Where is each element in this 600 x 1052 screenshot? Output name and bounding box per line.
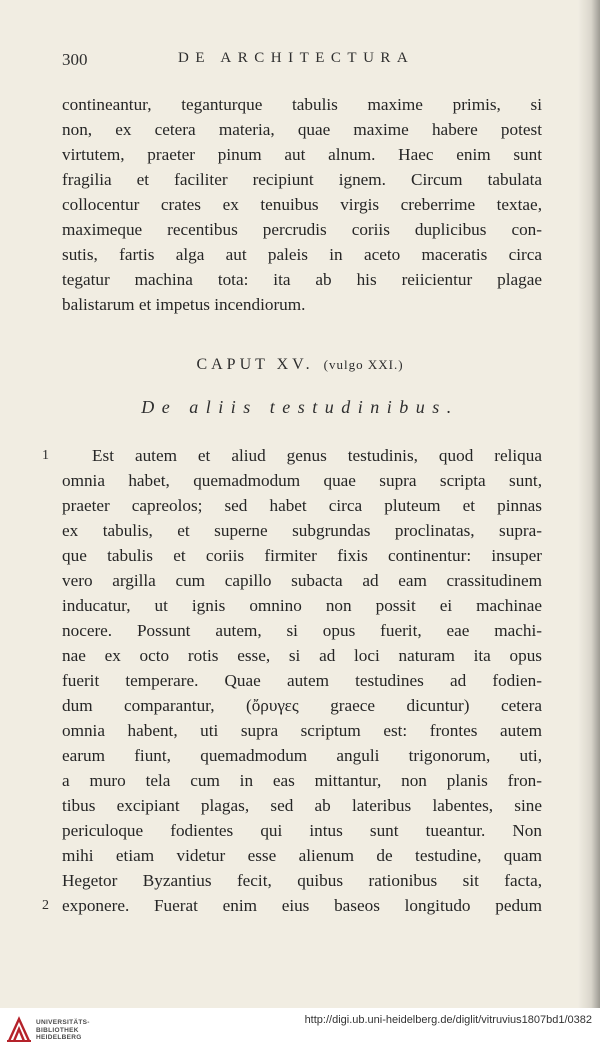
library-logo-icon [6,1016,32,1044]
text-line: praeter capreolos; sed habet circa pluteum et pinnas [62,496,542,515]
text-line: contineantur, teganturque tabulis maxime primis, si [62,95,542,114]
chapter-number: CAPUT XV. [196,356,314,373]
text-line: maximeque recentibus percrudis coriis duplicibus con- [62,220,542,239]
text-line: mihi etiam videtur esse alienum de testudine, quam [62,846,542,865]
source-url-link[interactable]: http://digi.ub.uni-heidelberg.de/diglit/vitruvius1807bd1/0382 [304,1014,592,1026]
text-line: omnia habent, uti supra scriptum est: frontes autem [62,721,542,740]
text-line: collocentur crates ex tenuibus virgis creberrime textae, [62,195,542,214]
text-line: omnia habet, quemadmodum quae supra scripta sunt, [62,471,542,490]
text-line: que tabulis et coriis firmiter fixis continentur: insuper [62,546,542,565]
page-number: 300 [62,50,88,69]
library-footer [0,1008,600,1052]
library-name-line: BIBLIOTHEK [36,1026,79,1034]
margin-number: 1 [42,448,49,463]
text-line: Est autem et aliud genus testudinis, quod reliqua [92,446,542,465]
library-name-line: UNIVERSITÄTS- [36,1019,90,1026]
text-line: exponere. Fuerat enim eius baseos longitudo pedum [62,896,542,915]
text-line: vero argilla cum capillo subacta ad eam crassitudinem [62,571,542,590]
text-line: sutis, fartis alga aut paleis in aceto maceratis circa [62,245,542,264]
margin-number: 2 [42,898,49,913]
text-line: tibus excipiant plagas, sed ab lateribus labentes, sine [62,796,542,815]
text-line: fragilia et faciliter recipiunt ignem. Circum tabulata [62,170,542,189]
text-line: balistarum et impetus incendiorum. [62,295,306,314]
text-line: fuerit temperare. Quae autem testudines ad fodien- [62,671,542,690]
chapter-heading [0,356,600,380]
text-line: a muro tela cum in eas mittantur, non planis fron- [62,771,542,790]
text-line: non, ex cetera materia, quae maxime habere potest [62,120,542,139]
text-line: dum comparantur, (ὄρυγες graece dicuntur) cetera [62,696,542,715]
text-line: ex tabulis, et superne subgrundas proclinatas, supra- [62,521,542,540]
text-line: earum fiunt, quemadmodum anguli trigonorum, uti, [62,746,542,765]
text-line: virtutem, praeter pinum aut alnum. Haec enim sunt [62,145,542,164]
text-line: Hegetor Byzantius fecit, quibus rationibus sit facta, [62,871,542,890]
running-title: DE ARCHITECTURA [178,50,415,66]
chapter-subtitle: De aliis testudinibus. [141,397,459,417]
library-name [36,1019,90,1042]
text-line: tegatur machina tota: ita ab his reiicientur plagae [62,270,542,289]
page-header [62,50,542,74]
text-line: inducatur, ut ignis omnino non possit ei machinae [62,596,542,615]
text-line: nocere. Possunt autem, si opus fuerit, eae machi- [62,621,542,640]
library-name-line: HEIDELBERG [36,1034,82,1041]
chapter-note: (vulgo XXI.) [323,357,404,372]
text-line: periculoque fodientes qui intus sunt tueantur. Non [62,821,542,840]
text-line: nae ex octo rotis esse, si ad loci naturam ita opus [62,646,542,665]
